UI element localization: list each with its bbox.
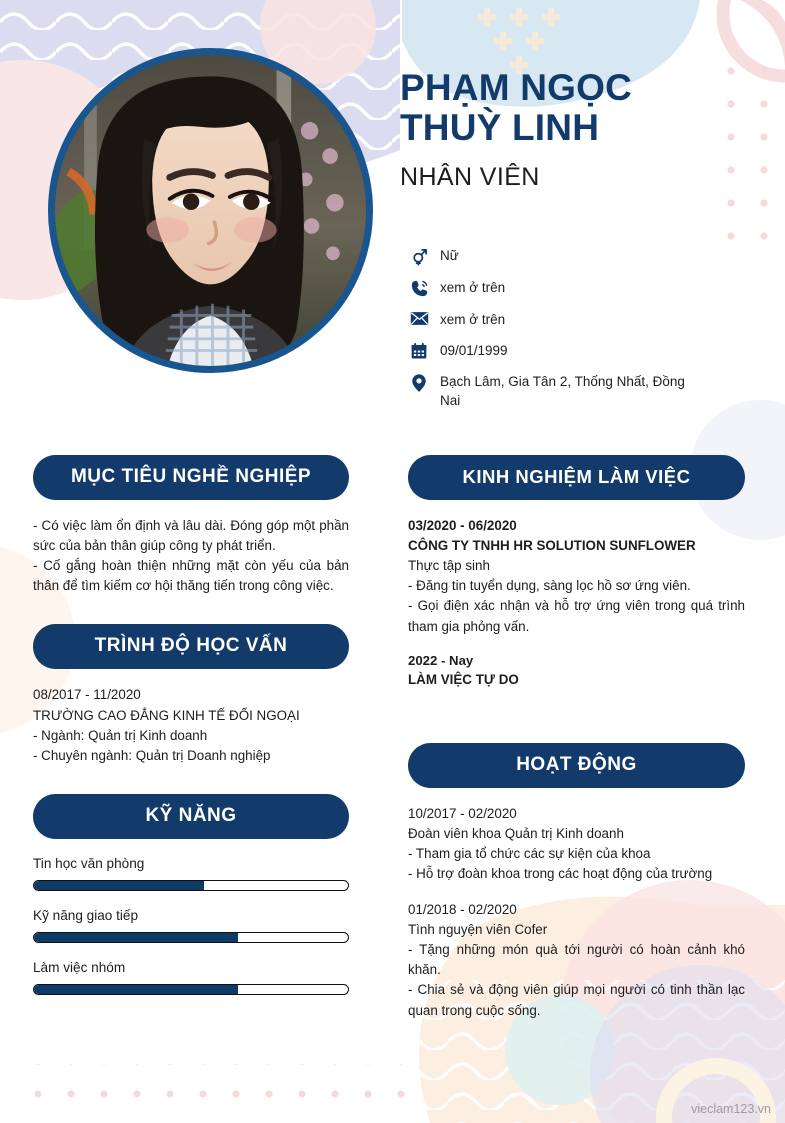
activity-detail: - Tham gia tổ chức các sự kiện của khoa bbox=[408, 845, 651, 861]
activity-role: Đoàn viên khoa Quản trị Kinh doanh bbox=[408, 825, 624, 841]
activity-role: Tình nguyện viên Cofer bbox=[408, 922, 548, 938]
experience-detail: - Gọi điện xác nhận và hỗ trợ ứng viên trong quá trình tham gia phỏng vấn. bbox=[408, 598, 745, 634]
experience-entry bbox=[408, 651, 745, 691]
objective-content bbox=[33, 516, 349, 596]
activity-entry bbox=[408, 804, 745, 884]
section-heading-skills: KỸ NĂNG bbox=[33, 794, 349, 839]
activities-content bbox=[408, 804, 745, 1021]
skill-progress-bar bbox=[33, 932, 349, 943]
experience-detail: - Đăng tin tuyển dụng, sàng lọc hồ sơ ứng viên. bbox=[408, 578, 691, 594]
education-specialization: - Chuyên ngành: Quản trị Doanh nghiệp bbox=[33, 747, 271, 763]
skill-progress-fill bbox=[34, 985, 238, 994]
activity-date: 10/2017 - 02/2020 bbox=[408, 805, 517, 821]
page-title: PHẠM NGỌC THUỲ LINH bbox=[400, 67, 633, 148]
contact-value-email: xem ở trên bbox=[440, 312, 506, 327]
activity-date: 01/2018 - 02/2020 bbox=[408, 902, 517, 917]
location-icon bbox=[404, 372, 434, 393]
experience-date: 03/2020 - 06/2020 bbox=[408, 518, 517, 533]
skill-progress-bar bbox=[33, 984, 349, 995]
email-icon bbox=[404, 310, 434, 326]
section-heading-experience: KINH NGHIỆM LÀM VIỆC bbox=[408, 455, 745, 500]
contact-row-address bbox=[404, 372, 704, 410]
experience-company: LÀM VIỆC TỰ DO bbox=[408, 672, 519, 688]
skill-label: Tin học văn phòng bbox=[33, 855, 145, 871]
calendar-icon bbox=[404, 341, 434, 360]
phone-icon bbox=[404, 278, 434, 298]
skill-item bbox=[33, 856, 349, 891]
skills-list bbox=[33, 856, 349, 995]
education-school: TRƯỜNG CAO ĐẲNG KINH TẾ ĐỐI NGOẠI bbox=[33, 707, 300, 723]
activity-spacer bbox=[408, 884, 745, 900]
experience-content bbox=[408, 516, 745, 691]
skill-item bbox=[33, 960, 349, 995]
job-title: NHÂN VIÊN bbox=[400, 163, 540, 191]
experience-role: Thực tập sinh bbox=[408, 558, 490, 574]
education-content bbox=[33, 685, 349, 765]
skill-progress-fill bbox=[34, 881, 204, 890]
gender-icon bbox=[404, 246, 434, 266]
objective-line-1: - Có việc làm ổn định và lâu dài. Đóng góp một phần sức của bản thân giúp công ty phát triển. bbox=[33, 518, 349, 554]
dot-grid-right bbox=[727, 62, 783, 252]
right-column bbox=[408, 455, 745, 1021]
section-heading-activities: HOẠT ĐỘNG bbox=[408, 743, 745, 788]
skill-progress-fill bbox=[34, 933, 238, 942]
avatar bbox=[48, 48, 373, 373]
contact-row-phone bbox=[404, 278, 704, 298]
objective-line-2: - Cố gắng hoàn thiện những mặt còn yếu của bản thân để tìm kiếm cơ hội thăng tiến trong công việc. bbox=[33, 558, 349, 594]
contact-value-birthdate: 09/01/1999 bbox=[440, 343, 508, 359]
activity-detail: - Hỗ trợ đoàn khoa trong các hoạt động của trường bbox=[408, 865, 713, 881]
experience-date: 2022 - Nay bbox=[408, 652, 474, 668]
dot-grid-bottom-left bbox=[23, 1064, 413, 1111]
skill-label: Làm việc nhóm bbox=[33, 959, 126, 975]
experience-company: CÔNG TY TNHH HR SOLUTION SUNFLOWER bbox=[408, 538, 696, 554]
contact-row-email bbox=[404, 310, 704, 329]
education-date: 08/2017 - 11/2020 bbox=[33, 687, 141, 703]
skill-progress-bar bbox=[33, 880, 349, 891]
contact-value-gender: Nữ bbox=[440, 248, 459, 263]
skill-label: Kỹ năng giao tiếp bbox=[33, 907, 139, 923]
experience-entry bbox=[408, 516, 745, 637]
contact-value-address: Bạch Lâm, Gia Tân 2, Thống Nhất, Đồng Nai bbox=[440, 374, 685, 409]
section-heading-objective: MỤC TIÊU NGHỀ NGHIỆP bbox=[33, 455, 349, 500]
contact-row-birthdate bbox=[404, 341, 704, 360]
education-major: - Ngành: Quản trị Kinh doanh bbox=[33, 727, 208, 743]
site-watermark: vieclam123.vn bbox=[691, 1102, 771, 1116]
skill-item bbox=[33, 908, 349, 943]
activity-entry bbox=[408, 900, 745, 1021]
contact-list bbox=[404, 246, 704, 423]
activity-detail: - Chia sẻ và động viên giúp mọi người có tinh thần lạc quan trong cuộc sống. bbox=[408, 982, 745, 1018]
section-heading-education: TRÌNH ĐỘ HỌC VẤN bbox=[33, 624, 349, 669]
activity-detail: - Tặng những món quà tới người có hoàn cảnh khó khăn. bbox=[408, 942, 745, 978]
contact-value-phone: xem ở trên bbox=[440, 280, 506, 295]
left-column bbox=[33, 455, 349, 995]
contact-row-gender bbox=[404, 246, 704, 266]
